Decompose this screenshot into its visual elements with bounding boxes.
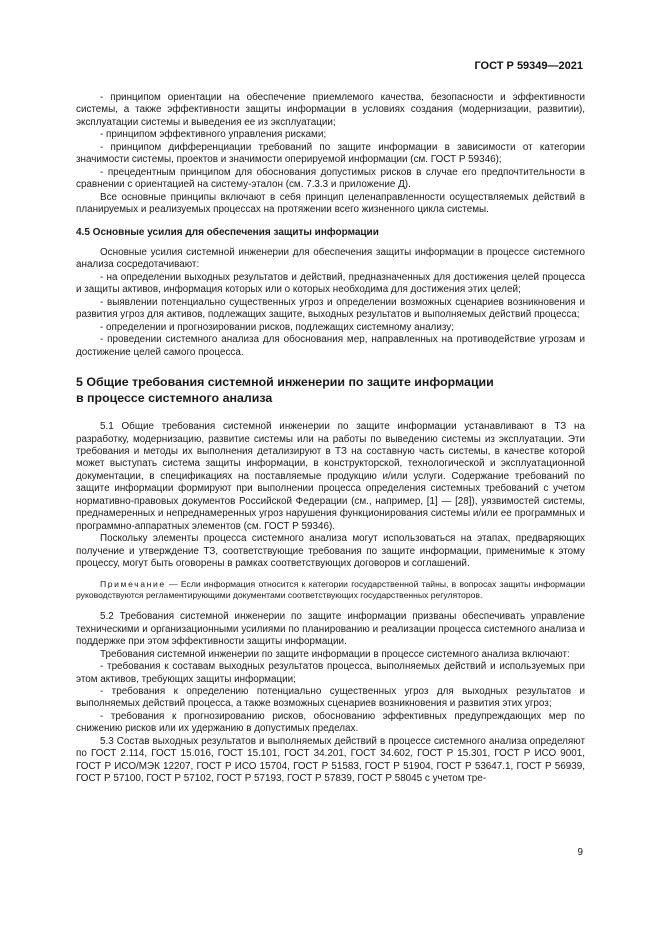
- paragraph-5-3: 5.3 Состав выходных результатов и выполняемых действий в процессе системного анализа определяют по ГОСТ 2.114, ГОСТ 15.016, ГОСТ 15.101, ГОСТ 34.201, ГОСТ 34.602, ГОСТ Р 15.301, ГОСТ Р ИСО 9001, ГОСТ Р ИСО/МЭК 12207, ГОСТ Р ИСО 15704, ГОСТ Р 51583, ГОСТ Р 51904, ГОСТ Р 53647.1, ГОСТ Р 56939, ГОСТ Р 57100, ГОСТ Р 57102, ГОСТ Р 57193, ГОСТ Р 57839, ГОСТ Р 58045 с учетом тре-: [76, 735, 585, 785]
- list-item: - на определении выходных результатов и действий, предназначенных для достижения целей процесса и защиты активов, информация которых или о которых необходима для достижения этих целей;: [76, 271, 585, 296]
- page-content: [76, 92, 585, 786]
- paragraph: Требования системной инженерии по защите информации в процессе системного анализа включают:: [100, 648, 570, 660]
- list-item: - принципом эффективного управления рисками;: [100, 129, 327, 141]
- paragraph-5-2: 5.2 Требования системной инженерии по защите информации призваны обеспечивать управление техническими и организационными усилиями по планированию и реализации процесса системного анализа и поддержке при этом эффективности защиты информации.: [76, 611, 585, 648]
- list-item: - выявлении потенциально существенных угроз и определении возможных сценариев возникновения и развития угроз для активов, подлежащих защите, выходных результатов и выполняемых действий процесса;: [76, 296, 585, 321]
- subsection-heading-4-5: 4.5 Основные усилия для обеспечения защиты информации: [76, 226, 379, 238]
- list-item: - прецедентным принципом для обоснования допустимых рисков в случае его предпочтительности в сравнении с ориентацией на систему-эталон (см. 7.3.3 и приложение Д).: [76, 166, 585, 191]
- section-heading-line: 5 Общие требования системной инженерии по защите информации: [76, 375, 494, 390]
- document-id: ГОСТ Р 59349—2021: [474, 60, 583, 72]
- list-item: - принципом ориентации на обеспечение приемлемого качества, безопасности и эффективности системы, а также эффективности защиты информации в условиях создания (модернизации, развитии), эксплуатации системы и выведения ее из эксплуатации;: [76, 92, 585, 128]
- page-number: 9: [577, 847, 583, 858]
- note-label: Примечание: [100, 578, 166, 589]
- list-item: - требования к определению потенциально существенных угроз для выходных результатов и выполняемых действий процесса, а также возможных сценариев возникновения и развития этих угроз;: [76, 686, 585, 710]
- section-heading-5: [76, 375, 585, 406]
- list-item: - требования к составам выходных результатов процесса, выполняемых действий и используемых при этом активов, требующих защиты информации;: [76, 661, 585, 685]
- list-item: - принципом дифференциации требований по защите информации в зависимости от категории значимости системы, проектов и значимости оперируемой информации (см. ГОСТ Р 59346);: [76, 141, 585, 166]
- paragraph-5-1: 5.1 Общие требования системной инженерии по защите информации устанавливают в ТЗ на разработку, модернизацию, развитие системы или на работы по выведению системы из эксплуатации. Эти требования и методы их выполнения детализируют в ТЗ на составную часть системы, в качестве которой может выступать система защиты информации, в конструкторской, технологической и эксплуатационной документации, в спецификациях на поставляемые продукцию и/или услуги. Содержание требований по защите информации формируют при выполнении процесса определения системных требований с учетом нормативно-правовых документов Российской Федерации (см., например, [1] — [28]), уязвимостей системы, преднамеренных и непреднамеренных угроз нарушения функционирования системы и/или ее программных и программно-аппаратных элементов (см. ГОСТ Р 59346).: [76, 421, 585, 532]
- note: [76, 579, 585, 602]
- note-text: — Если информация относится к категории государственной тайны, в вопросах защиты информации руководствуются регламентирующими документами соответствующих государственных регуляторов.: [76, 578, 585, 600]
- section-heading-line: в процессе системного анализа: [76, 390, 273, 405]
- list-item: - требования к прогнозированию рисков, обоснованию эффективных предупреждающих мер по снижению рисков или их удержанию в допустимых пределах.: [76, 710, 585, 735]
- paragraph: Все основные принципы включают в себя принцип целенаправленности осуществляемых действий в планируемых и реализуемых процессах на протяжении всего жизненного цикла системы.: [76, 191, 585, 216]
- list-item: - проведении системного анализа для обоснования мер, направленных на противодействие угрозам и достижение целей самого процесса.: [76, 334, 585, 358]
- list-item: - определении и прогнозировании рисков, подлежащих системному анализу;: [100, 321, 454, 333]
- paragraph: Поскольку элементы процесса системного анализа могут использоваться на этапах, предваряющих получение и утверждение ТЗ, соответствующие требования по защите информации, применимые к этому процессу, могут быть оговорены в рамках соответствующих договоров и соглашений.: [76, 533, 585, 570]
- paragraph: Основные усилия системной инженерии для обеспечения защиты информации в процессе системного анализа сосредотачивают:: [76, 246, 585, 271]
